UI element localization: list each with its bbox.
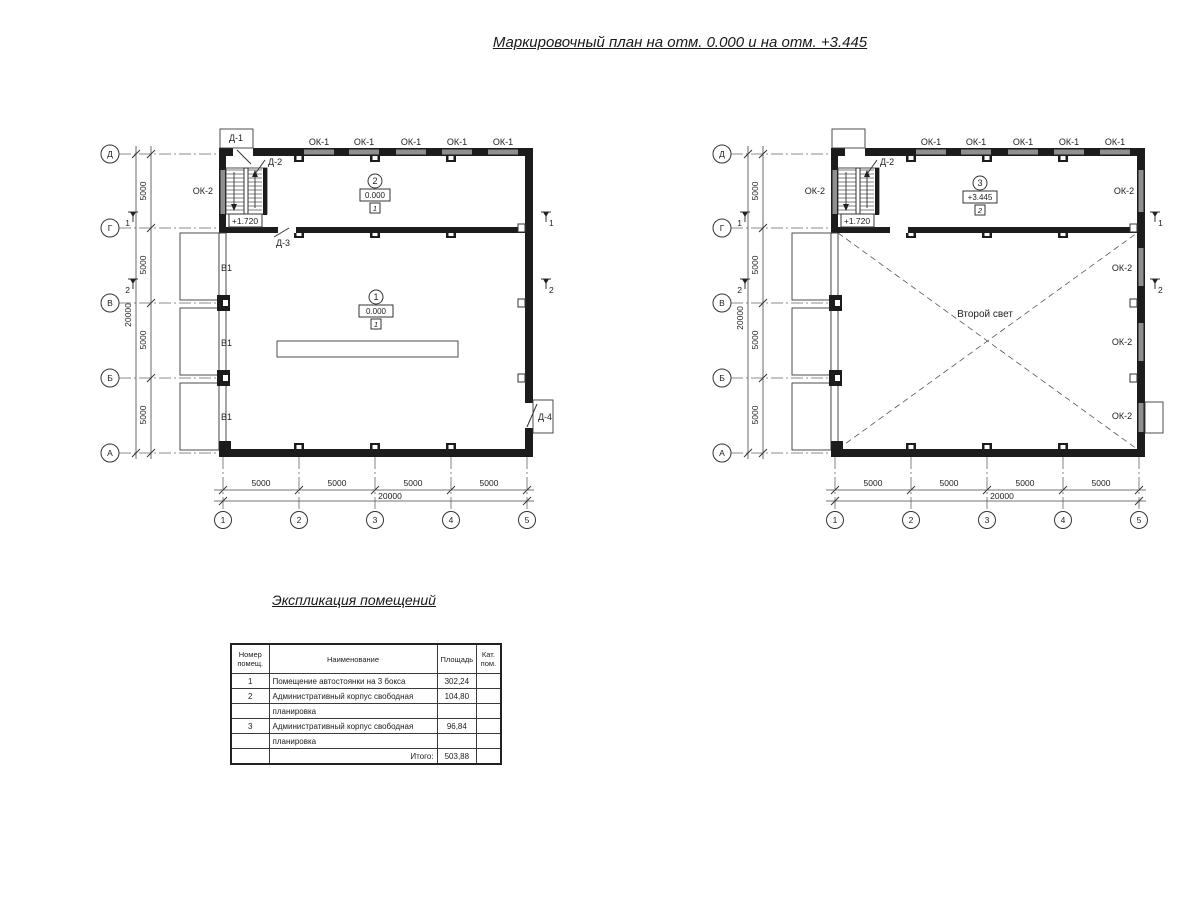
- bottom-wall: [219, 449, 533, 457]
- cell-number: [231, 749, 269, 765]
- axis-label: 2: [296, 515, 302, 525]
- window-ok2: [1139, 248, 1144, 286]
- dim-label: 5000: [750, 255, 760, 275]
- window-ok1: [1054, 150, 1084, 155]
- window-label-ok2: ОК-2: [1111, 337, 1133, 347]
- window-label-ok1: ОК-1: [1058, 137, 1080, 147]
- section-number: 2: [737, 285, 742, 295]
- room-category: 1: [373, 320, 379, 329]
- gate-label-v1: В1: [221, 263, 233, 273]
- window-ok1: [304, 150, 334, 155]
- window-ok2: [1139, 403, 1144, 432]
- table-row: [231, 734, 501, 749]
- door-label-d3: Д-3: [275, 238, 291, 248]
- dim-label: 5000: [138, 405, 148, 425]
- axis-label: 1: [220, 515, 226, 525]
- door-label-d2: Д-2: [268, 157, 283, 167]
- cell-area: 96,84: [437, 719, 477, 734]
- section-number: 2: [549, 285, 554, 295]
- axis-label: Б: [107, 373, 113, 383]
- axis-label: 4: [1060, 515, 1066, 525]
- window-ok1: [396, 150, 426, 155]
- window-label-ok2: ОК-2: [804, 186, 825, 196]
- window-ok2: [221, 170, 226, 214]
- room-marker-admin: [360, 174, 390, 213]
- axis-label: А: [107, 448, 113, 458]
- axis-label: Г: [107, 223, 113, 233]
- second-light-label: Второй свет: [957, 309, 1013, 320]
- table-total-row: [231, 749, 501, 765]
- axis-label: 3: [372, 515, 378, 525]
- dim-label: 5000: [863, 478, 883, 488]
- room-level: 0.000: [364, 191, 386, 200]
- dim-label: 5000: [138, 181, 148, 201]
- dim-column: [123, 146, 155, 459]
- total-value: 503,88: [437, 749, 477, 765]
- axis-bubbles-rows: [101, 145, 119, 462]
- section-mark: [1150, 212, 1163, 228]
- dim-label: 5000: [251, 478, 271, 488]
- window-ok1: [1008, 150, 1038, 155]
- section-number: 1: [549, 218, 554, 228]
- window-ok1: [488, 150, 518, 155]
- window-ok1: [961, 150, 991, 155]
- section-number: 2: [125, 285, 130, 295]
- dim-column: [735, 146, 767, 459]
- axis-label: 5: [1136, 515, 1142, 525]
- window-label-ok2: ОК-2: [1113, 186, 1135, 196]
- room-level: +3.445: [967, 193, 993, 202]
- table-row: [231, 704, 501, 719]
- room-number: 3: [977, 178, 983, 188]
- explication-table: [230, 643, 502, 765]
- cell-number: 1: [231, 674, 269, 689]
- cell-cat: [477, 674, 501, 689]
- cell-number: 3: [231, 719, 269, 734]
- cell-area: [437, 734, 477, 749]
- axis-label: Д: [107, 149, 113, 159]
- gate-label-v1: В1: [221, 412, 233, 422]
- left-wall-lower: [831, 233, 838, 449]
- col-header-area: Площадь: [437, 644, 477, 674]
- window-ok2: [833, 170, 838, 214]
- plan-upper-floor: [713, 129, 1163, 529]
- partition-wall: [908, 227, 1145, 233]
- window-label-ok2: ОК-2: [1111, 263, 1133, 273]
- axis-bubbles-rows: [713, 145, 731, 462]
- col-header-number: Номер помещ.: [231, 644, 269, 674]
- cell-name: Административный корпус свободная: [269, 719, 437, 734]
- window-label-ok1: ОК-1: [400, 137, 422, 147]
- entrance-vestibule: [220, 129, 253, 148]
- dim-label-total: 20000: [378, 491, 402, 501]
- window-label-ok1: ОК-1: [965, 137, 987, 147]
- window-label-ok1: ОК-1: [492, 137, 514, 147]
- cell-name: Административный корпус свободная: [269, 689, 437, 704]
- window-ok2: [1139, 323, 1144, 361]
- cell-cat: [477, 689, 501, 704]
- gate-label-v1: В1: [221, 338, 233, 348]
- dim-label: 5000: [750, 330, 760, 350]
- window-label-ok1: ОК-1: [353, 137, 375, 147]
- axis-label: В: [719, 298, 725, 308]
- axis-label: 3: [984, 515, 990, 525]
- cell-area: 104,80: [437, 689, 477, 704]
- window-label-ok1: ОК-1: [1012, 137, 1034, 147]
- axis-label: Д: [719, 149, 725, 159]
- porch: [1145, 402, 1163, 433]
- dim-label: 5000: [1015, 478, 1035, 488]
- window-label-ok1: ОК-1: [446, 137, 468, 147]
- partition-wall: [838, 227, 890, 233]
- window-label-ok1: ОК-1: [308, 137, 330, 147]
- cell-name: планировка: [269, 734, 437, 749]
- gate-aprons: [792, 233, 831, 450]
- axis-label: 2: [908, 515, 914, 525]
- room-marker-garage: [359, 290, 393, 329]
- room-category: 2: [977, 206, 983, 215]
- cell-name: Помещение автостоянки на 3 бокса: [269, 674, 437, 689]
- room-level: 0.000: [365, 307, 387, 316]
- cell-area: 302,24: [437, 674, 477, 689]
- axis-bubbles-cols: [215, 512, 536, 529]
- gate-aprons: [180, 233, 219, 450]
- cell-cat: [477, 749, 501, 765]
- axis-label: 4: [448, 515, 454, 525]
- cell-cat: [477, 734, 501, 749]
- axis-label: В: [107, 298, 113, 308]
- room-number: 2: [372, 176, 378, 186]
- section-marks: [125, 212, 554, 295]
- door-label-d2: Д-2: [880, 157, 895, 167]
- cell-cat: [477, 704, 501, 719]
- table-row: [231, 689, 501, 704]
- partition-wall: [296, 227, 533, 233]
- cell-area: [437, 704, 477, 719]
- entrance-vestibule: [832, 129, 865, 148]
- staircase: [226, 160, 267, 227]
- section-number: 2: [1158, 285, 1163, 295]
- cell-number: 2: [231, 689, 269, 704]
- section-number: 1: [125, 218, 130, 228]
- room-category: 1: [372, 204, 378, 213]
- section-mark: [541, 279, 554, 295]
- dim-label-total: 20000: [990, 491, 1014, 501]
- bottom-wall: [831, 449, 1145, 457]
- labels: [805, 137, 1134, 421]
- cell-cat: [477, 719, 501, 734]
- axis-label: Г: [719, 223, 725, 233]
- dim-label: 5000: [138, 255, 148, 275]
- table-row: [231, 674, 501, 689]
- dim-label: 5000: [750, 405, 760, 425]
- col-header-name: Наименование: [269, 644, 437, 674]
- dim-label: 5000: [479, 478, 499, 488]
- cell-name: планировка: [269, 704, 437, 719]
- section-marks: [737, 212, 1163, 295]
- door-label-d1: Д-1: [228, 133, 244, 143]
- axis-label: 5: [524, 515, 530, 525]
- section-mark: [1150, 279, 1163, 295]
- window-ok1: [442, 150, 472, 155]
- window-label-ok2: ОК-2: [192, 186, 213, 196]
- window-ok1: [1100, 150, 1130, 155]
- dim-row: [826, 478, 1146, 505]
- table-header-row: [231, 644, 501, 674]
- dim-label: 5000: [750, 181, 760, 201]
- cell-number: [231, 704, 269, 719]
- staircase: [838, 160, 879, 227]
- axis-label: Б: [719, 373, 725, 383]
- stair-level-label: +1.720: [843, 216, 871, 226]
- table-row: [231, 719, 501, 734]
- window-label-ok2: ОК-2: [1111, 411, 1133, 421]
- window-label-ok1: ОК-1: [1104, 137, 1126, 147]
- total-label: Итого:: [269, 749, 437, 765]
- dim-row: [214, 478, 534, 505]
- room-number: 1: [373, 292, 379, 302]
- dim-label-total: 20000: [123, 303, 133, 327]
- sheet-title: Маркировочный план на отм. 0.000 и на отм. +3.445: [492, 34, 868, 51]
- room-marker-admin-upper: [963, 176, 997, 215]
- cell-number: [231, 734, 269, 749]
- axis-bubbles-cols: [827, 512, 1148, 529]
- plan-ground-floor: [101, 129, 554, 529]
- dim-label: 5000: [1091, 478, 1111, 488]
- stair-level-label: +1.720: [231, 216, 259, 226]
- second-light: [838, 233, 1137, 449]
- section-mark: [541, 212, 554, 228]
- col-header-cat: Кат. пом.: [477, 644, 501, 674]
- dim-label: 5000: [138, 330, 148, 350]
- dim-label-total: 20000: [735, 306, 745, 330]
- dim-label: 5000: [939, 478, 959, 488]
- door-label-d4: Д-4: [537, 412, 553, 422]
- window-ok1: [349, 150, 379, 155]
- dim-label: 5000: [327, 478, 347, 488]
- section-number: 1: [737, 218, 742, 228]
- section-number: 1: [1158, 218, 1163, 228]
- window-ok2: [1139, 170, 1144, 212]
- dim-label: 5000: [403, 478, 423, 488]
- axis-label: А: [719, 448, 725, 458]
- window-label-ok1: ОК-1: [920, 137, 942, 147]
- window-ok1: [916, 150, 946, 155]
- partition-wall: [226, 227, 278, 233]
- explication-title: Экспликация помещений: [272, 592, 436, 608]
- inspection-pit: [277, 341, 458, 357]
- axis-label: 1: [832, 515, 838, 525]
